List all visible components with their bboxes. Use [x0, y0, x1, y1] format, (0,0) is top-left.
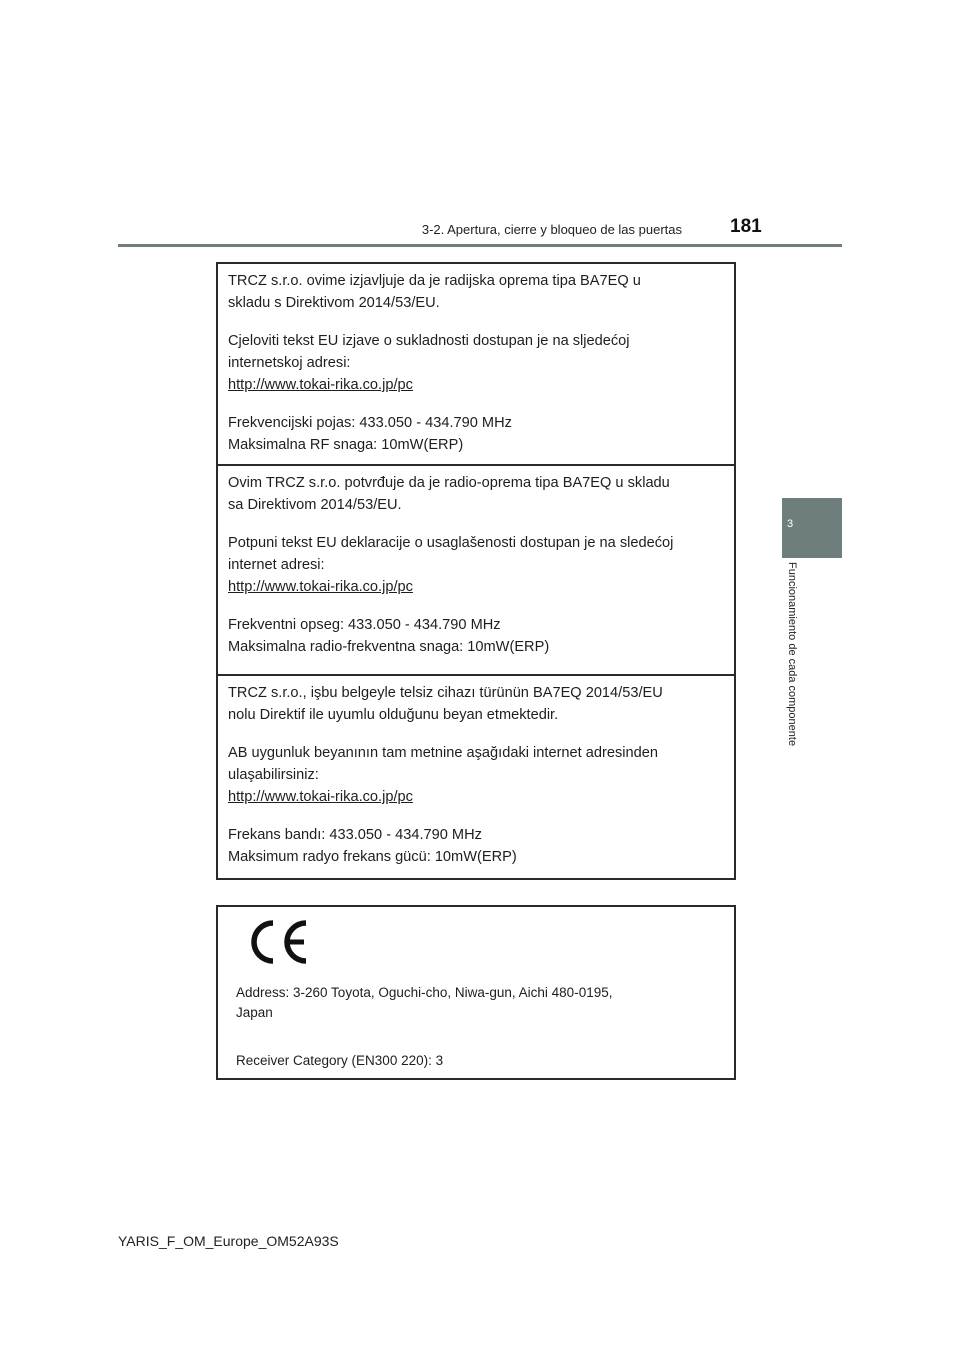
statement-line: skladu s Direktivom 2014/53/EU.: [228, 295, 440, 311]
declaration-url-link[interactable]: http://www.tokai-rika.co.jp/pc: [228, 789, 413, 805]
declaration-statement: [228, 472, 724, 516]
declaration-text: [228, 742, 724, 808]
power-line: Maksimum radyo frekans gücü: 10mW(ERP): [228, 849, 517, 865]
declaration-serbian: [218, 464, 734, 674]
statement-line: sa Direktivom 2014/53/EU.: [228, 497, 402, 513]
text-line: Potpuni tekst EU deklaracije o usaglašenosti dostupan je na sledećoj: [228, 535, 674, 551]
declarations-box: [216, 262, 736, 880]
declaration-specs: [228, 412, 724, 456]
chapter-side-label-wrap: [786, 562, 804, 792]
chapter-side-label: Funcionamiento de cada componente: [786, 562, 798, 747]
frequency-line: Frekans bandı: 433.050 - 434.790 MHz: [228, 827, 482, 843]
declaration-text: [228, 330, 724, 396]
statement-line: TRCZ s.r.o. ovime izjavljuje da je radijska oprema tipa BA7EQ u: [228, 273, 641, 289]
manufacturer-address: [236, 983, 722, 1023]
declaration-text: [228, 532, 724, 598]
declaration-specs: [228, 824, 724, 868]
declaration-statement: [228, 682, 724, 726]
statement-line: nolu Direktif ile uyumlu olduğunu beyan etmektedir.: [228, 707, 559, 723]
frequency-line: Frekventni opseg: 433.050 - 434.790 MHz: [228, 617, 501, 633]
statement-line: TRCZ s.r.o., işbu belgeyle telsiz cihazı türünün BA7EQ 2014/53/EU: [228, 685, 663, 701]
text-line: ulaşabilirsiniz:: [228, 767, 319, 783]
declaration-specs: [228, 614, 724, 658]
declaration-url-link[interactable]: http://www.tokai-rika.co.jp/pc: [228, 377, 413, 393]
text-line: AB uygunluk beyanının tam metnine aşağıdaki internet adresinden: [228, 745, 658, 761]
document-code: YARIS_F_OM_Europe_OM52A93S: [118, 1233, 339, 1249]
declaration-turkish: [218, 674, 734, 878]
frequency-line: Frekvencijski pojas: 433.050 - 434.790 MHz: [228, 415, 512, 431]
receiver-category: Receiver Category (EN300 220): 3: [236, 1053, 444, 1068]
declaration-url-link[interactable]: http://www.tokai-rika.co.jp/pc: [228, 579, 413, 595]
ce-conformity-box: [216, 905, 736, 1080]
text-line: Cjeloviti tekst EU izjave o sukladnosti dostupan je na sljedećoj: [228, 333, 630, 349]
text-line: internetskoj adresi:: [228, 355, 351, 371]
power-line: Maksimalna radio-frekventna snaga: 10mW(ERP): [228, 639, 550, 655]
running-header-section-title: 3-2. Apertura, cierre y bloqueo de las puertas: [421, 222, 682, 237]
address-line: Japan: [236, 1005, 273, 1020]
ce-mark-icon: [242, 917, 312, 967]
page-number: 181: [730, 216, 762, 237]
text-line: internet adresi:: [228, 557, 325, 573]
declaration-croatian: [218, 264, 734, 464]
statement-line: Ovim TRCZ s.r.o. potvrđuje da je radio-oprema tipa BA7EQ u skladu: [228, 475, 670, 491]
chapter-tab-number: 3: [787, 518, 794, 530]
declaration-statement: [228, 270, 724, 314]
header-divider: [118, 244, 842, 247]
power-line: Maksimalna RF snaga: 10mW(ERP): [228, 437, 464, 453]
address-line: Address: 3-260 Toyota, Oguchi-cho, Niwa-gun, Aichi 480-0195,: [236, 985, 613, 1000]
